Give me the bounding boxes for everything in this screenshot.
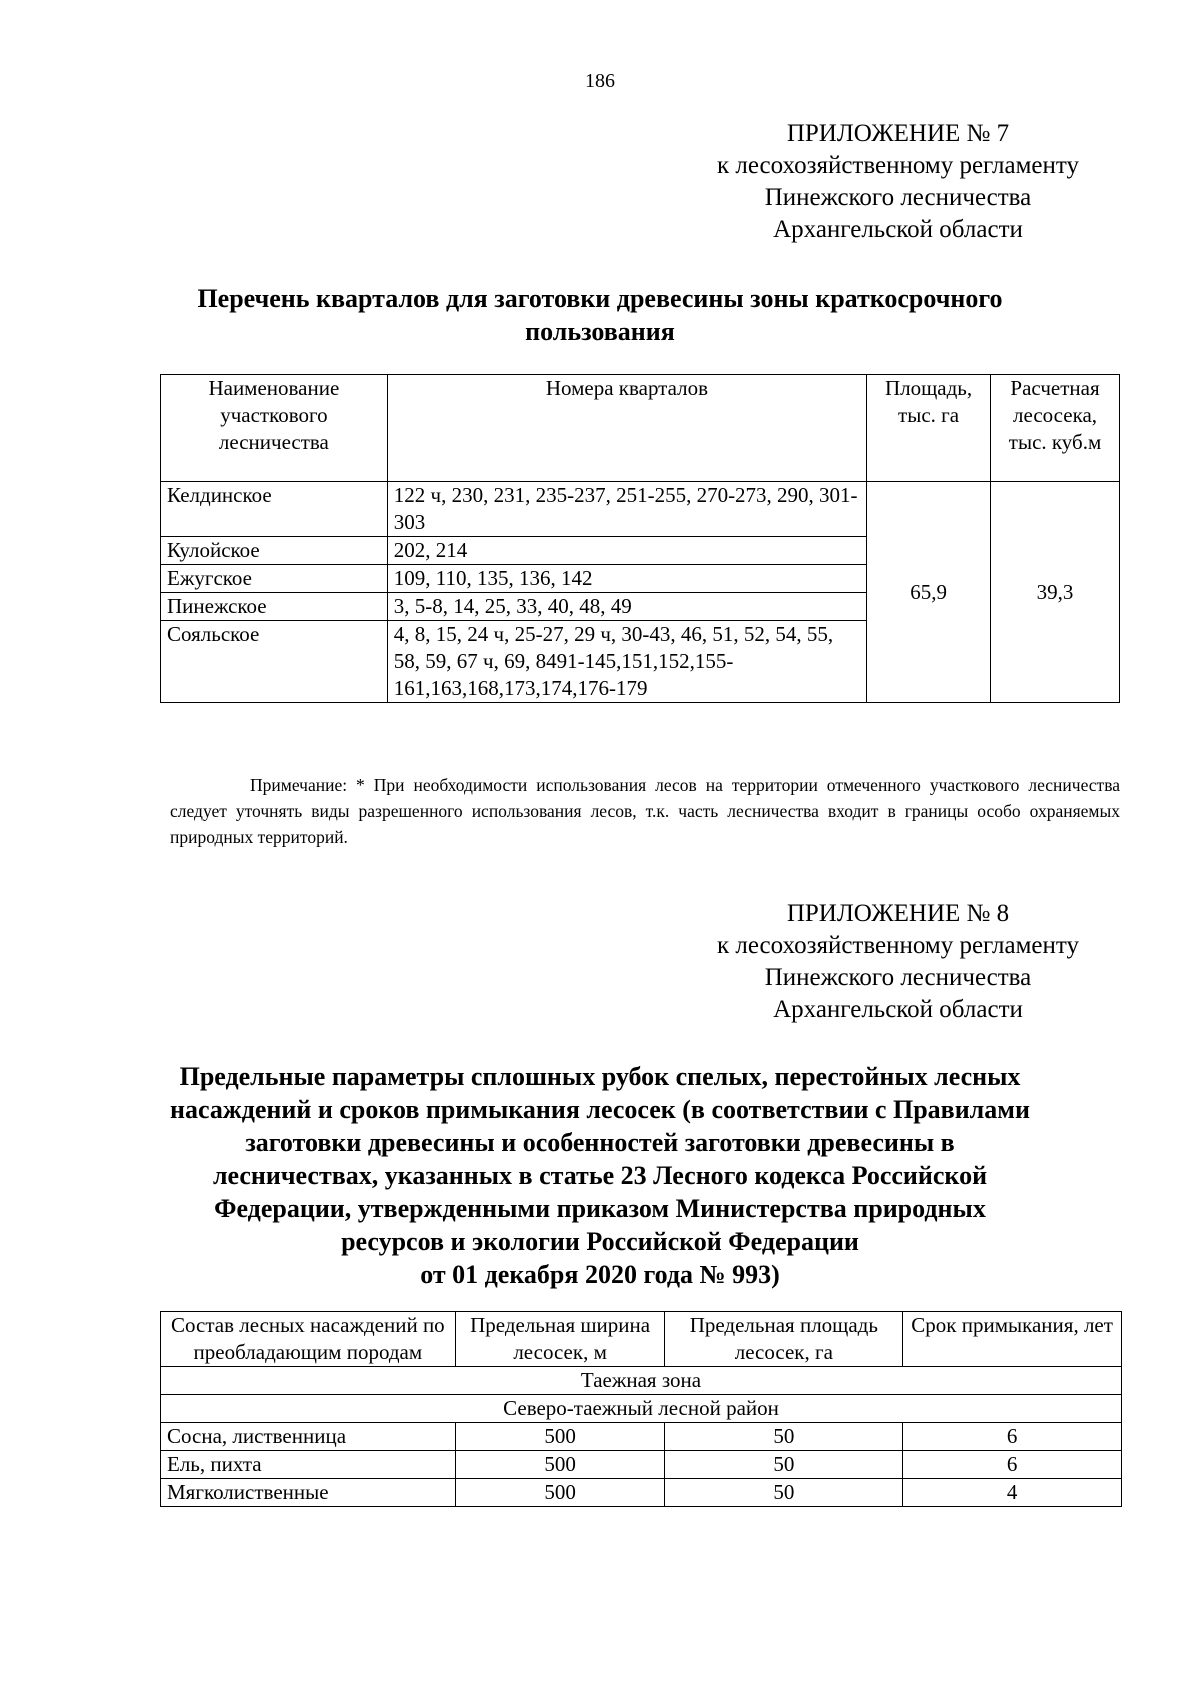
species-name: Ель, пихта [161, 1451, 456, 1479]
adjacency-term: 4 [903, 1479, 1122, 1507]
heading-line: пользования [525, 317, 675, 346]
forestry-name: Ежугское [161, 565, 388, 593]
header-forestry: Наименование участкового лесничества [161, 375, 388, 482]
quarter-numbers: 202, 214 [387, 537, 866, 565]
header-species: Состав лесных насаждений по преобладающим породам [161, 1312, 456, 1367]
appendix-7-header [668, 118, 1128, 246]
table-row [161, 482, 1120, 537]
appendix-8-title: ПРИЛОЖЕНИЕ № 8 [786, 900, 1010, 927]
forestry-name: Сояльское [161, 621, 388, 703]
forestry-name: Пинежское [161, 593, 388, 621]
quarter-numbers: 3, 5-8, 14, 25, 33, 40, 48, 49 [387, 593, 866, 621]
table-1-heading [150, 282, 1050, 348]
district-label: Северо-таежный лесной район [161, 1395, 1122, 1423]
table-row [161, 1423, 1122, 1451]
appendix-8-line: к лесохозяйственному регламенту [716, 932, 1080, 959]
zone-label: Таежная зона [161, 1367, 1122, 1395]
heading-line: лесничествах, указанных в статье 23 Лесного кодекса Российской [212, 1161, 988, 1190]
area-value: 65,9 [867, 482, 991, 703]
heading-line: Федерации, утвержденными приказом Министерства природных [214, 1194, 986, 1223]
max-width: 500 [455, 1479, 665, 1507]
heading-line: ресурсов и экологии Российской Федерации [341, 1227, 859, 1256]
max-area: 50 [665, 1423, 903, 1451]
header-area: Площадь, тыс. га [867, 375, 991, 482]
district-row [161, 1395, 1122, 1423]
adjacency-term: 6 [903, 1423, 1122, 1451]
cutting-parameters-table [160, 1311, 1122, 1507]
table-2-heading [120, 1060, 1080, 1291]
table-1-note: Примечание: * При необходимости использования лесов на территории отмеченного участкового лесничества следует уточнять виды разрешенного использования лесов, т.к. часть лесничества входит в границы особо охраняемых природных территорий. [170, 775, 1120, 847]
max-width: 500 [455, 1451, 665, 1479]
max-area: 50 [665, 1451, 903, 1479]
max-width: 500 [455, 1423, 665, 1451]
quarter-numbers: 122 ч, 230, 231, 235-237, 251-255, 270-273, 290, 301-303 [387, 482, 866, 537]
header-quarters: Номера кварталов [387, 375, 866, 482]
table-row [161, 1479, 1122, 1507]
quarter-numbers: 109, 110, 135, 136, 142 [387, 565, 866, 593]
adjacency-term: 6 [903, 1451, 1122, 1479]
quarter-numbers: 4, 8, 15, 24 ч, 25-27, 29 ч, 30-43, 46, 51, 52, 54, 55, 58, 59, 67 ч, 69, 8491-145,151,152,155-161,163,168,173,174,176-179 [387, 621, 866, 703]
table-row [161, 1451, 1122, 1479]
appendix-7-line: Архангельской области [773, 216, 1023, 243]
appendix-7-title: ПРИЛОЖЕНИЕ № 7 [786, 120, 1010, 147]
appendix-8-line: Архангельской области [773, 996, 1023, 1023]
species-name: Сосна, лиственница [161, 1423, 456, 1451]
header-area: Предельная площадь лесосек, га [665, 1312, 903, 1367]
heading-line: Предельные параметры сплошных рубок спелых, перестойных лесных [179, 1062, 1021, 1091]
appendix-7-line: к лесохозяйственному регламенту [716, 152, 1080, 179]
appendix-8-header [668, 898, 1128, 1026]
table-header-row [161, 375, 1120, 482]
heading-line: заготовки древесины и особенностей заготовки древесины в [245, 1128, 955, 1157]
appendix-7-line: Пинежского лесничества [764, 184, 1032, 211]
cutting-value: 39,3 [991, 482, 1120, 703]
zone-row [161, 1367, 1122, 1395]
table-header-row [161, 1312, 1122, 1367]
quarters-table [160, 374, 1120, 703]
species-name: Мягколиственные [161, 1479, 456, 1507]
forestry-name: Кулойское [161, 537, 388, 565]
heading-line: насаждений и сроков примыкания лесосек (в соответствии с Правилами [170, 1095, 1030, 1124]
header-cutting: Расчетная лесосека, тыс. куб.м [991, 375, 1120, 482]
page-number: 186 [585, 70, 615, 92]
heading-line: Перечень кварталов для заготовки древесины зоны краткосрочного [197, 284, 1003, 313]
max-area: 50 [665, 1479, 903, 1507]
appendix-8-line: Пинежского лесничества [764, 964, 1032, 991]
header-term: Срок примыкания, лет [903, 1312, 1122, 1367]
header-width: Предельная ширина лесосек, м [455, 1312, 665, 1367]
heading-line: от 01 декабря 2020 года № 993) [420, 1260, 780, 1289]
forestry-name: Келдинское [161, 482, 388, 537]
